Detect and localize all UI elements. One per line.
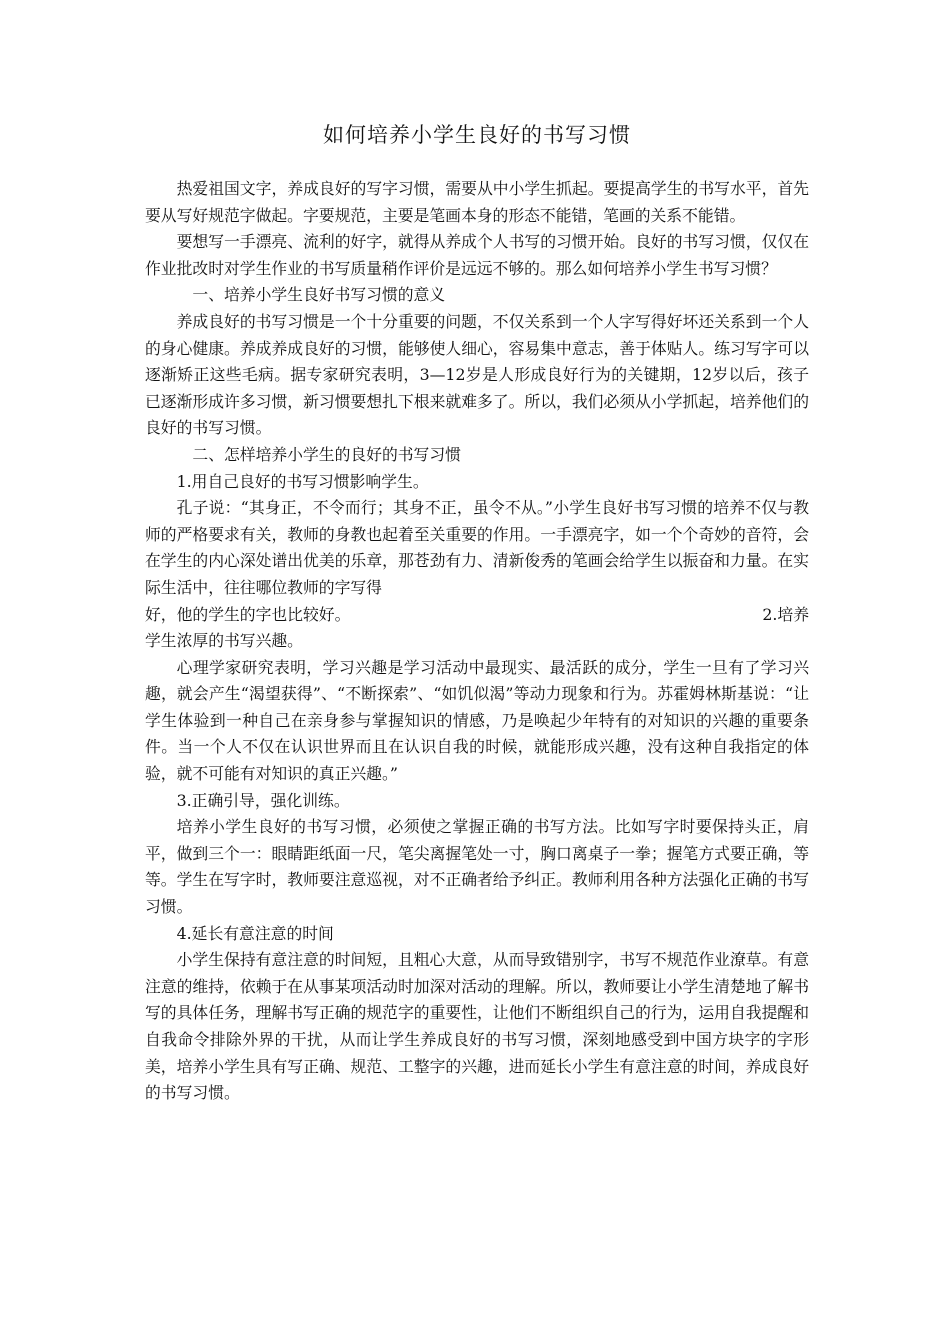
document-page: [145, 120, 809, 1107]
subheading-2-end: 学生浓厚的书写兴趣。: [145, 631, 303, 651]
subheading-4: 4.延长有意注意的时间: [176, 923, 334, 943]
paragraph-question: 要想写一手漂亮、流利的好字，就得从养成个人书写的习惯开始。良好的书写习惯，仅仅在作业批改时对学生作业的书写质量稍作评价是远远不够的。那么如何培养小学生书写习惯？: [145, 232, 809, 278]
document-title: 如何培养小学生良好的书写习惯: [323, 123, 631, 147]
paragraph-intro: 热爱祖国文字，养成良好的写字习惯，需要从中小学生抓起。要提高学生的书写水平，首先要从写好规范字做起。字要规范，主要是笔画本身的形态不能错，笔画的关系不能错。: [145, 179, 809, 225]
paragraph-confucius: 孔子说：“其身正，不令而行；其身不正，虽令不从。”小学生良好书写习惯的培养不仅与教师的严格要求有关，教师的身教也起着至关重要的作用。一手漂亮字，如一个个奇妙的音符，会在学生的内心深处谱出优美的乐章，那苍劲有力、清新俊秀的笔画会给学生以振奋和力量。在实际生活中，往往哪位教师的字写得: [145, 498, 809, 597]
section-heading-1: 一、培养小学生良好书写习惯的意义: [192, 285, 446, 305]
subheading-3: 3.正确引导，强化训练。: [176, 790, 350, 810]
split-line: [145, 602, 809, 629]
paragraph-significance: 养成良好的书写习惯是一个十分重要的问题，不仅关系到一个人字写得好坏还关系到一个人的身心健康。养成养成良好的习惯，能够使人细心，容易集中意志，善于体贴人。练习写字可以逐渐矫正这些毛病。据专家研究表明，3—12岁是人形成良好行为的关键期，12岁以后，孩子已逐渐形成许多习惯，新习惯要想扎下根来就难多了。所以，我们必须从小学抓起，培养他们的良好的书写习惯。: [145, 311, 809, 438]
paragraph-method: 培养小学生良好的书写习惯，必须使之掌握正确的书写方法。比如写字时要保持头正，肩平，做到三个一：眼睛距纸面一尺，笔尖离握笔处一寸，胸口离桌子一拳；握笔方式要正确，等等。学生在写字时，教师要注意巡视，对不正确者给予纠正。教师利用各种方法强化正确的书写习惯。: [145, 817, 809, 917]
paragraph-interest: 心理学家研究表明，学习兴趣是学习活动中最现实、最活跃的成分，学生一旦有了学习兴趣，就会产生“渴望获得”、“不断探索”、“如饥似渴”等动力现象和行为。苏霍姆林斯基说：“让学生体验到一种自己在亲身参与掌握知识的情感，乃是唤起少年特有的对知识的兴趣的重要条件。当一个人不仅在认识世界而且在认识自我的时候，就能形成兴趣，没有这种自我指定的体验，就不可能有对知识的真正兴趣。”: [145, 657, 809, 784]
subheading-1: 1.用自己良好的书写习惯影响学生。: [176, 471, 429, 491]
paragraph-confucius-end: 好，他的学生的字也比较好。: [145, 604, 351, 624]
subheading-2-start: 2.培养: [762, 604, 809, 624]
section-heading-2: 二、怎样培养小学生的良好的书写习惯: [192, 444, 461, 464]
document-body: [145, 176, 809, 1107]
paragraph-attention: 小学生保持有意注意的时间短，且粗心大意，从而导致错别字，书写不规范作业潦草。有意注意的维持，依赖于在从事某项活动时加深对活动的理解。所以，教师要让小学生清楚地了解书写的具体任务，理解书写正确的规范字的重要性，让他们不断组织自己的行为，运用自我提醒和自我命令排除外界的干扰，从而让学生养成良好的书写习惯，深刻地感受到中国方块字的字形美，培养小学生具有写正确、规范、工整字的兴趣，进而延长小学生有意注意的时间，养成良好的书写习惯。: [145, 950, 809, 1103]
